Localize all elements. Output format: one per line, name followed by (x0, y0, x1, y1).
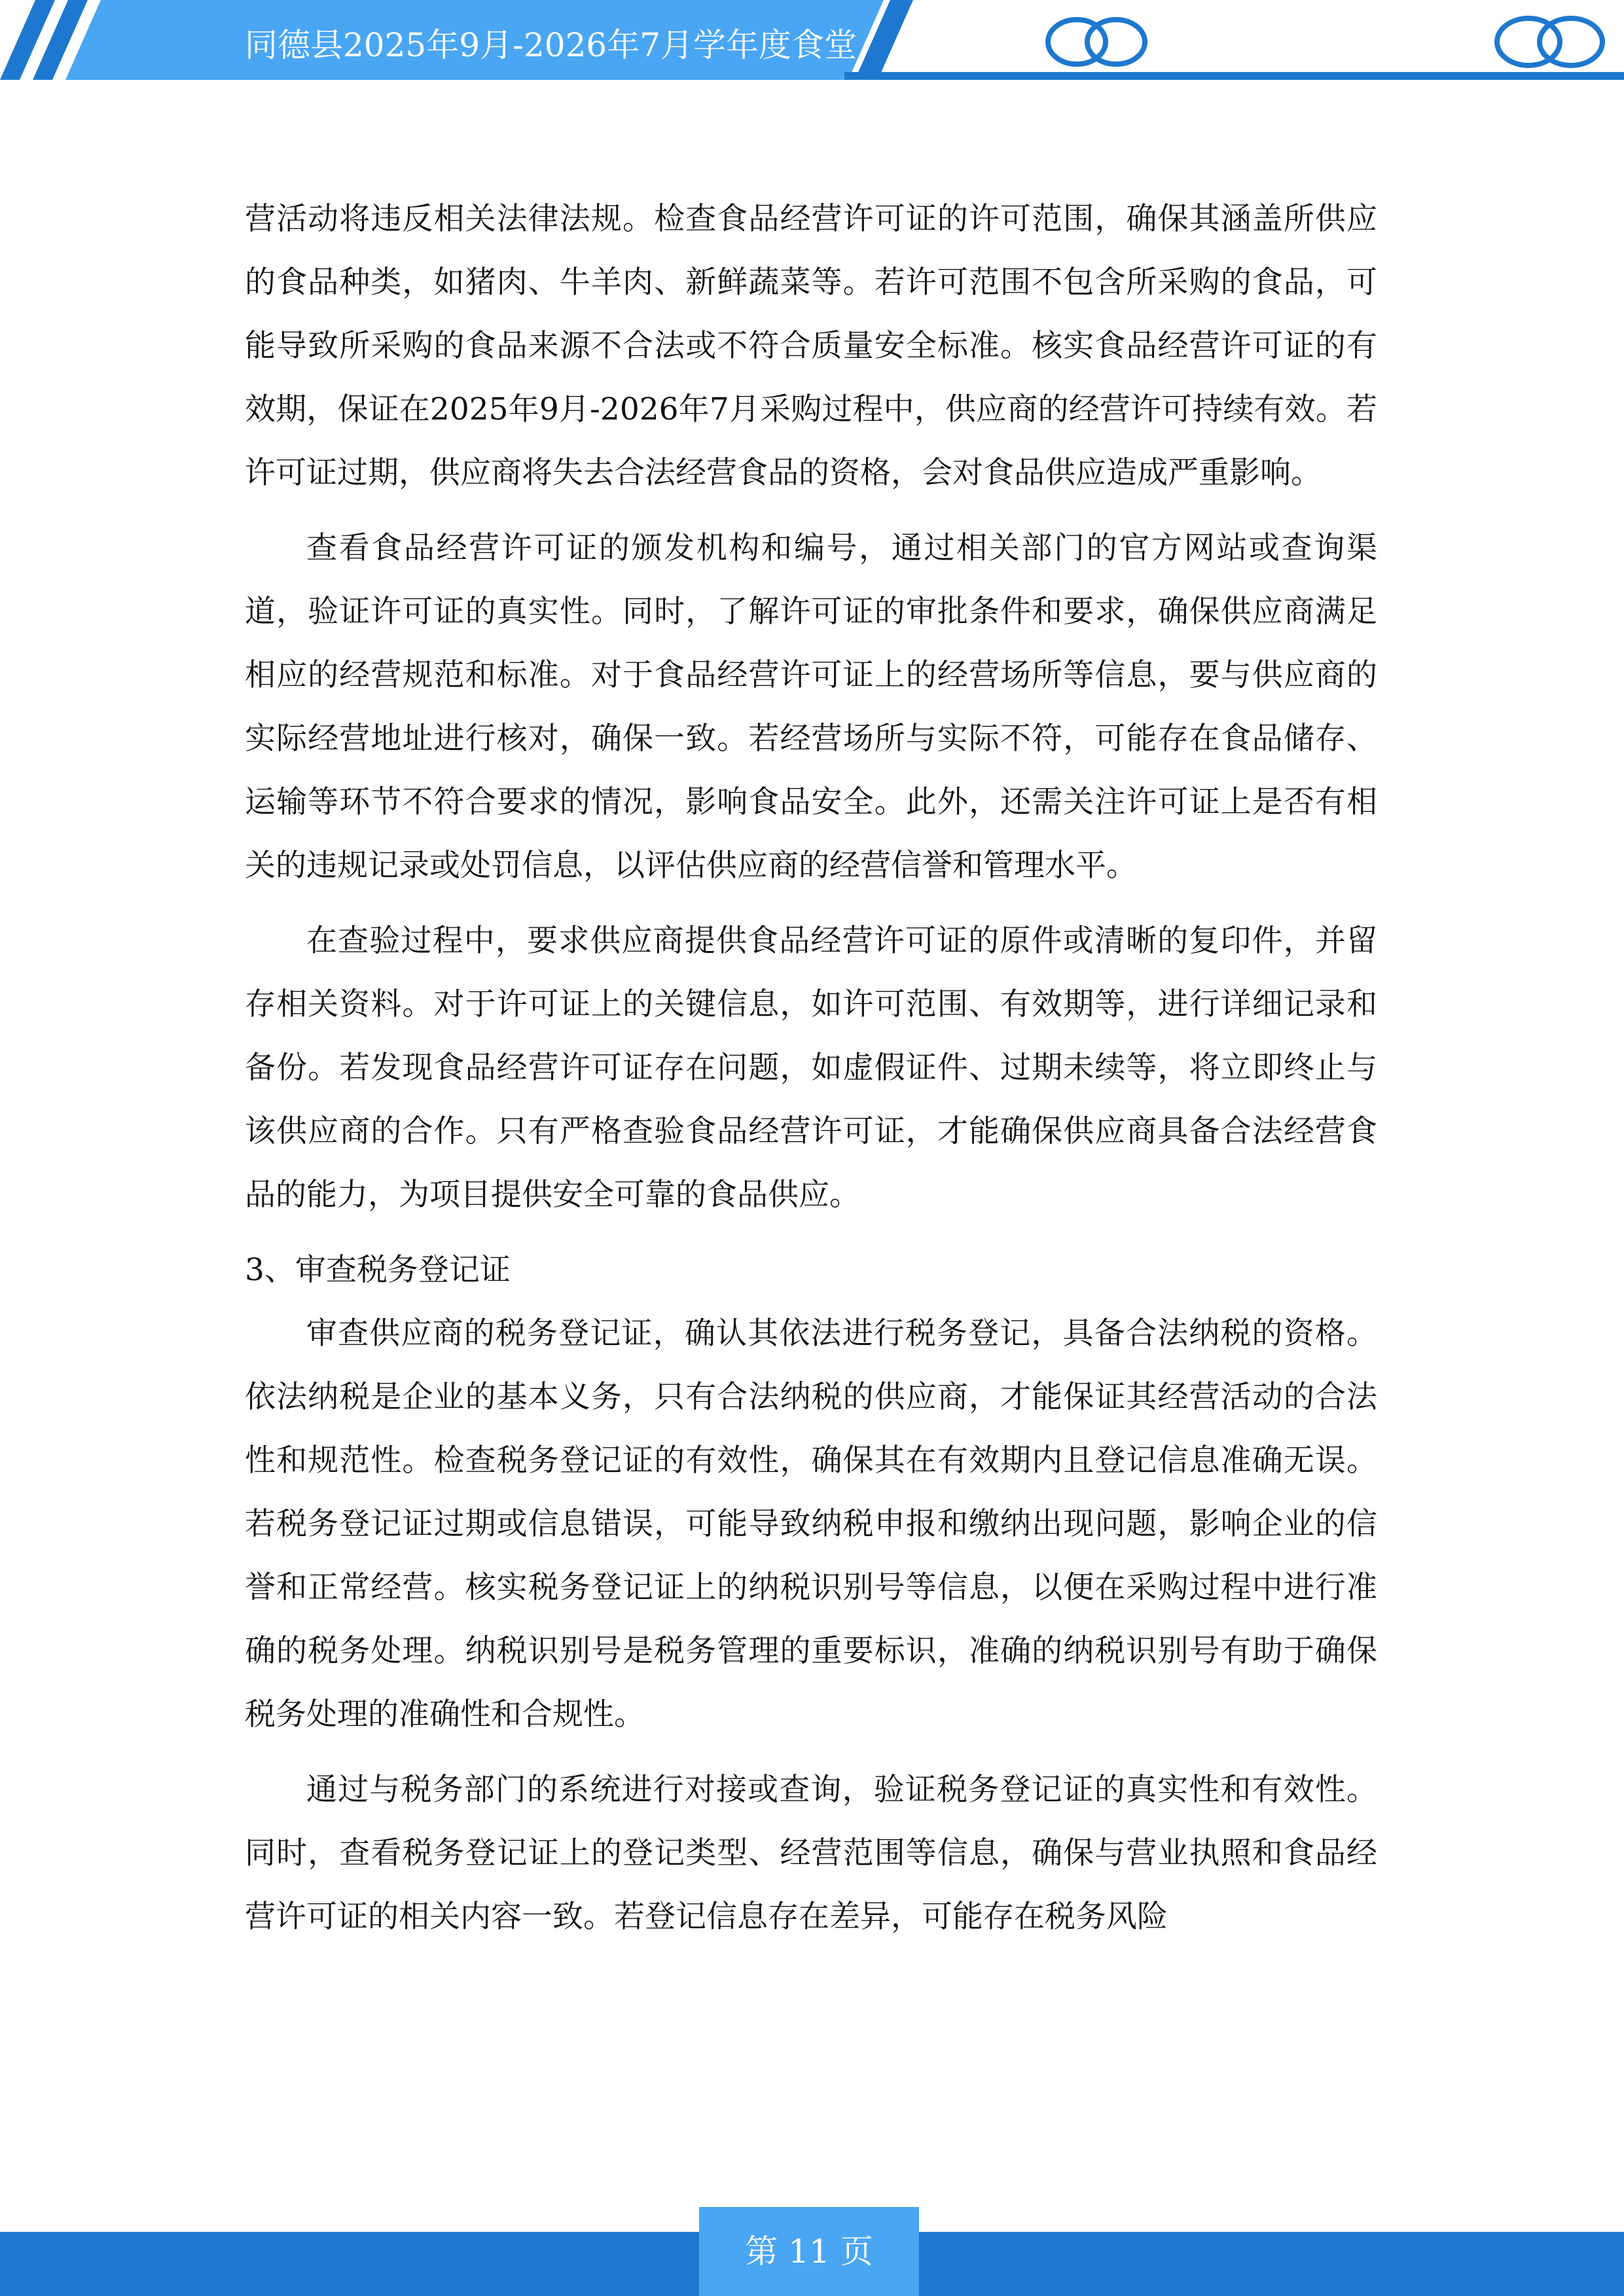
document-body (245, 187, 1377, 1960)
page-number-tab (699, 2207, 919, 2296)
paragraph: 审查供应商的税务登记证，确认其依法进行税务登记，具备合法纳税的资格。依法纳税是企业的基本义务，只有合法纳税的供应商，才能保证其经营活动的合法性和规范性。检查税务登记证的有效性，确保其在有效期内且登记信息准确无误。若税务登记证过期或信息错误，可能导致纳税申报和缴纳出现问题，影响企业的信誉和正常经营。核实税务登记证上的纳税识别号等信息，以便在采购过程中进行准确的税务处理。纳税识别号是税务管理的重要标识，准确的纳税识别号有助于确保税务处理的准确性和合规性。 (245, 1316, 1377, 1732)
page-number: 第 11 页 (745, 2233, 873, 2270)
double-ring-logo-icon (1497, 18, 1602, 65)
header-rule (844, 72, 1624, 80)
paragraph: 在查验过程中，要求供应商提供食品经营许可证的原件或清晰的复印件，并留存相关资料。对于许可证上的关键信息，如许可范围、有效期等，进行详细记录和备份。若发现食品经营许可证存在问题，如虚假证件、过期未续等，将立即终止与该供应商的合作。只有严格查验食品经营许可证，才能确保供应商具备合法经营食品的能力，为项目提供安全可靠的食品供应。 (245, 923, 1377, 1213)
paragraph: 查看食品经营许可证的颁发机构和编号，通过相关部门的官方网站或查询渠道，验证许可证的真实性。同时，了解许可证的审批条件和要求，确保供应商满足相应的经营规范和标准。对于食品经营许可证上的经营场所等信息，要与供应商的实际经营地址进行核对，确保一致。若经营场所与实际不符，可能存在食品储存、运输等环节不符合要求的情况，影响食品安全。此外，还需关注许可证上是否有相关的违规记录或处罚信息，以评估供应商的经营信誉和管理水平。 (245, 530, 1377, 884)
paragraph: 通过与税务部门的系统进行对接或查询，验证税务登记证的真实性和有效性。同时，查看税务登记证上的登记类型、经营范围等信息，确保与营业执照和食品经营许可证的相关内容一致。若登记信息存在差异，可能存在税务风险 (245, 1772, 1377, 1935)
page-header (0, 0, 1624, 85)
paragraph: 营活动将违反相关法律法规。检查食品经营许可证的许可范围，确保其涵盖所供应的食品种类，如猪肉、牛羊肉、新鲜蔬菜等。若许可范围不包含所采购的食品，可能导致所采购的食品来源不合法或不符合质量安全标准。核实食品经营许可证的有效期，保证在2025年9月-2026年7月采购过程中，供应商的经营许可持续有效。若许可证过期，供应商将失去合法经营食品的资格，会对食品供应造成严重影响。 (245, 201, 1377, 491)
section-heading: 3、审查税务登记证 (245, 1252, 511, 1288)
header-title: 同德县2025年9月-2026年7月学年度食堂 (245, 26, 857, 64)
